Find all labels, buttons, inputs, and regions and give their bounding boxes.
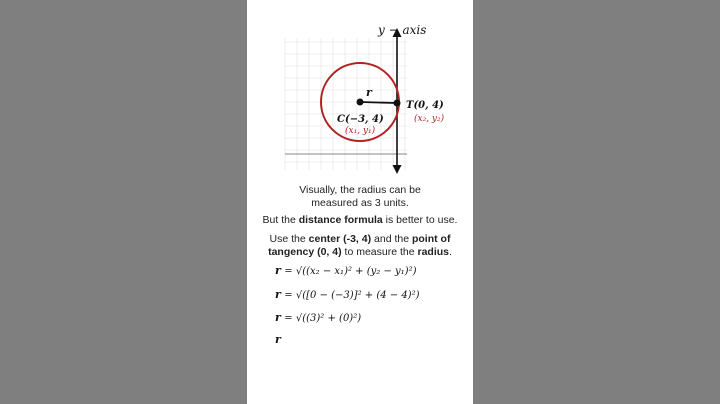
formula-note-pre: But the — [262, 214, 299, 226]
y-axis-arrow-down — [393, 165, 402, 174]
equation-3 — [275, 311, 361, 324]
instruction-point-of: point of — [411, 233, 451, 245]
equation-1-lhs: r — [275, 264, 281, 277]
grid — [285, 38, 407, 170]
instruction-line1 — [247, 233, 473, 246]
formula-note — [247, 214, 473, 227]
equation-3-rhs: = √((3)² + (0)²) — [284, 313, 362, 324]
center-label: C(−3, 4) — [337, 114, 384, 125]
visual-note — [247, 184, 473, 210]
equation-2-rhs: = √([0 − (−3)]² + (4 − 4)²) — [284, 290, 420, 301]
formula-note-post: is better to use. — [382, 214, 458, 226]
center-point — [357, 99, 364, 106]
tangent-point — [394, 100, 401, 107]
instruction-measure: to measure the — [341, 246, 418, 258]
instruction-tangency: tangency (0, 4) — [268, 246, 342, 258]
instruction-line2 — [247, 246, 473, 259]
instruction-mid: and the — [371, 233, 412, 245]
equation-1-rhs: = √((x₂ − x₁)² + (y₂ − y₁)²) — [284, 266, 417, 277]
circle-diagram — [247, 0, 473, 180]
equation-4 — [275, 333, 281, 346]
visual-note-line1: Visually, the radius can be — [299, 184, 421, 196]
radius-label: r — [366, 86, 372, 99]
instruction-pre: Use the — [269, 233, 309, 245]
visual-note-line2: measured as 3 units. — [311, 197, 409, 209]
instruction-radius: radius — [417, 246, 449, 258]
content-panel — [247, 0, 473, 404]
instruction-center: center (-3, 4) — [308, 233, 372, 245]
equation-2 — [275, 288, 420, 301]
tangent-label: T(0, 4) — [406, 100, 444, 111]
equation-1 — [275, 264, 416, 277]
tangent-coords: (x₂, y₂) — [414, 114, 445, 124]
center-coords: (x₁, y₁) — [345, 126, 376, 136]
instruction-period: . — [449, 246, 452, 258]
equation-3-lhs: r — [275, 311, 281, 324]
equation-4-lhs: r — [275, 333, 281, 346]
formula-note-bold: distance formula — [298, 214, 383, 226]
axis-label: y − axis — [378, 23, 427, 37]
equation-2-lhs: r — [275, 288, 281, 301]
radius-segment — [360, 102, 397, 103]
instruction-note — [247, 233, 473, 259]
